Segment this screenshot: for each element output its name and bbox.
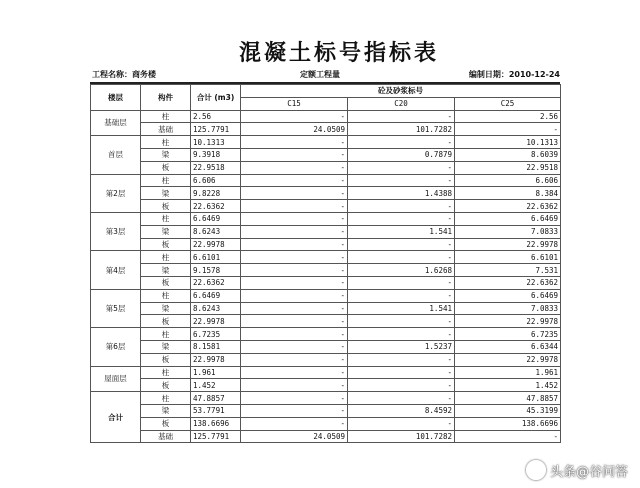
component-cell: 板 bbox=[141, 200, 191, 213]
c15-cell: - bbox=[241, 404, 348, 417]
table-row bbox=[91, 148, 561, 161]
c20-cell: 1.541 bbox=[348, 225, 455, 238]
component-cell: 基础 bbox=[141, 430, 191, 443]
c15-cell: - bbox=[241, 353, 348, 366]
c15-cell: - bbox=[241, 417, 348, 430]
table-row bbox=[91, 289, 561, 302]
c15-cell: - bbox=[241, 340, 348, 353]
floor-cell: 第5层 bbox=[91, 289, 141, 327]
c20-cell: - bbox=[348, 110, 455, 123]
c15-cell: - bbox=[241, 392, 348, 405]
table-row bbox=[91, 379, 561, 392]
total-cell: 8.6243 bbox=[191, 302, 241, 315]
floor-cell: 首层 bbox=[91, 136, 141, 174]
c20-cell: - bbox=[348, 328, 455, 341]
c20-cell: 1.6268 bbox=[348, 264, 455, 277]
c25-cell: 22.6362 bbox=[455, 200, 561, 213]
total-cell: 22.9978 bbox=[191, 238, 241, 251]
total-cell: 1.961 bbox=[191, 366, 241, 379]
component-cell: 板 bbox=[141, 315, 191, 328]
c15-cell: - bbox=[241, 251, 348, 264]
header-total: 合计 (m3) bbox=[191, 85, 241, 111]
floor-cell: 屋面层 bbox=[91, 366, 141, 392]
total-cell: 47.8857 bbox=[191, 392, 241, 405]
table-row bbox=[91, 238, 561, 251]
component-cell: 柱 bbox=[141, 251, 191, 264]
floor-cell: 第6层 bbox=[91, 328, 141, 366]
component-cell: 柱 bbox=[141, 174, 191, 187]
c20-cell: - bbox=[348, 392, 455, 405]
table-row bbox=[91, 212, 561, 225]
indicator-sheet bbox=[90, 38, 560, 443]
total-cell: 9.8228 bbox=[191, 187, 241, 200]
c20-cell: - bbox=[348, 161, 455, 174]
total-cell: 125.7791 bbox=[191, 430, 241, 443]
total-cell: 2.56 bbox=[191, 110, 241, 123]
table-row bbox=[91, 366, 561, 379]
table-row bbox=[91, 276, 561, 289]
component-cell: 柱 bbox=[141, 110, 191, 123]
table-row bbox=[91, 302, 561, 315]
compile-date: 编制日期：2010-12-24 bbox=[468, 70, 560, 79]
c20-cell: - bbox=[348, 251, 455, 264]
table-row bbox=[91, 353, 561, 366]
watermark bbox=[526, 460, 628, 480]
header-c15: C15 bbox=[241, 97, 348, 110]
c15-cell: - bbox=[241, 212, 348, 225]
header-c25: C25 bbox=[455, 97, 561, 110]
c15-cell: - bbox=[241, 276, 348, 289]
c15-cell: - bbox=[241, 161, 348, 174]
c25-cell: 6.6469 bbox=[455, 212, 561, 225]
c25-cell: 1.452 bbox=[455, 379, 561, 392]
component-cell: 柱 bbox=[141, 136, 191, 149]
total-cell: 9.1578 bbox=[191, 264, 241, 277]
floor-cell: 第2层 bbox=[91, 174, 141, 212]
floor-cell: 第4层 bbox=[91, 251, 141, 289]
total-cell: 6.6469 bbox=[191, 289, 241, 302]
table-row bbox=[91, 200, 561, 213]
concrete-grade-table bbox=[90, 84, 561, 443]
total-cell: 8.1581 bbox=[191, 340, 241, 353]
total-cell: 9.3918 bbox=[191, 148, 241, 161]
c25-cell: 6.6469 bbox=[455, 289, 561, 302]
c15-cell: - bbox=[241, 187, 348, 200]
component-cell: 板 bbox=[141, 379, 191, 392]
c20-cell: - bbox=[348, 417, 455, 430]
table-row bbox=[91, 264, 561, 277]
c20-cell: - bbox=[348, 276, 455, 289]
c15-cell: - bbox=[241, 110, 348, 123]
c15-cell: - bbox=[241, 302, 348, 315]
c20-cell: - bbox=[348, 366, 455, 379]
c15-cell: - bbox=[241, 200, 348, 213]
c25-cell: 8.6039 bbox=[455, 148, 561, 161]
total-cell: 53.7791 bbox=[191, 404, 241, 417]
component-cell: 柱 bbox=[141, 392, 191, 405]
c15-cell: - bbox=[241, 174, 348, 187]
c25-cell: 7.531 bbox=[455, 264, 561, 277]
c15-cell: - bbox=[241, 328, 348, 341]
table-row bbox=[91, 123, 561, 136]
c25-cell: 7.0833 bbox=[455, 225, 561, 238]
c25-cell: 45.3199 bbox=[455, 404, 561, 417]
c20-cell: - bbox=[348, 136, 455, 149]
c25-cell: 22.9978 bbox=[455, 353, 561, 366]
c25-cell: 6.6344 bbox=[455, 340, 561, 353]
c25-cell: 22.9978 bbox=[455, 315, 561, 328]
component-cell: 柱 bbox=[141, 289, 191, 302]
c15-cell: - bbox=[241, 148, 348, 161]
floor-cell: 基础层 bbox=[91, 110, 141, 136]
c25-cell: 6.7235 bbox=[455, 328, 561, 341]
table-row bbox=[91, 225, 561, 238]
table-body bbox=[91, 110, 561, 443]
c15-cell: - bbox=[241, 136, 348, 149]
component-cell: 梁 bbox=[141, 404, 191, 417]
c20-cell: - bbox=[348, 289, 455, 302]
c15-cell: 24.0509 bbox=[241, 430, 348, 443]
c25-cell: 7.0833 bbox=[455, 302, 561, 315]
header-c20: C20 bbox=[348, 97, 455, 110]
component-cell: 板 bbox=[141, 161, 191, 174]
table-row bbox=[91, 430, 561, 443]
c15-cell: - bbox=[241, 289, 348, 302]
table-row bbox=[91, 392, 561, 405]
c25-cell: 22.9518 bbox=[455, 161, 561, 174]
component-cell: 基础 bbox=[141, 123, 191, 136]
header-grade-group: 砼及砂浆标号 bbox=[241, 85, 561, 98]
component-cell: 板 bbox=[141, 238, 191, 251]
c25-cell: 6.606 bbox=[455, 174, 561, 187]
header-floor: 楼层 bbox=[91, 85, 141, 111]
component-cell: 梁 bbox=[141, 148, 191, 161]
table-row bbox=[91, 340, 561, 353]
total-cell: 22.9518 bbox=[191, 161, 241, 174]
c25-cell: 1.961 bbox=[455, 366, 561, 379]
header-component: 构件 bbox=[141, 85, 191, 111]
quota-label: 定额工程量 bbox=[300, 70, 340, 79]
c25-cell: - bbox=[455, 430, 561, 443]
c25-cell: 2.56 bbox=[455, 110, 561, 123]
c20-cell: - bbox=[348, 379, 455, 392]
table-row bbox=[91, 251, 561, 264]
c20-cell: 101.7282 bbox=[348, 430, 455, 443]
total-cell: 22.9978 bbox=[191, 353, 241, 366]
table-row bbox=[91, 161, 561, 174]
c20-cell: 1.4388 bbox=[348, 187, 455, 200]
c15-cell: 24.0509 bbox=[241, 123, 348, 136]
c25-cell: 10.1313 bbox=[455, 136, 561, 149]
total-cell: 22.9978 bbox=[191, 315, 241, 328]
table-row bbox=[91, 110, 561, 123]
component-cell: 梁 bbox=[141, 302, 191, 315]
c25-cell: - bbox=[455, 123, 561, 136]
c20-cell: 8.4592 bbox=[348, 404, 455, 417]
component-cell: 梁 bbox=[141, 264, 191, 277]
component-cell: 梁 bbox=[141, 225, 191, 238]
c20-cell: - bbox=[348, 315, 455, 328]
c20-cell: 1.5237 bbox=[348, 340, 455, 353]
c15-cell: - bbox=[241, 264, 348, 277]
table-row bbox=[91, 404, 561, 417]
total-cell: 8.6243 bbox=[191, 225, 241, 238]
watermark-logo-icon bbox=[526, 460, 546, 480]
component-cell: 柱 bbox=[141, 366, 191, 379]
c25-cell: 8.384 bbox=[455, 187, 561, 200]
c25-cell: 6.6101 bbox=[455, 251, 561, 264]
project-name: 工程名称：商务楼 bbox=[92, 70, 156, 79]
component-cell: 板 bbox=[141, 417, 191, 430]
total-cell: 138.6696 bbox=[191, 417, 241, 430]
table-row bbox=[91, 328, 561, 341]
table-row bbox=[91, 187, 561, 200]
sheet-title: 混凝土标号指标表 bbox=[238, 40, 439, 66]
table-row bbox=[91, 315, 561, 328]
c25-cell: 22.6362 bbox=[455, 276, 561, 289]
c20-cell: - bbox=[348, 200, 455, 213]
c20-cell: - bbox=[348, 174, 455, 187]
c25-cell: 47.8857 bbox=[455, 392, 561, 405]
total-cell: 6.6469 bbox=[191, 212, 241, 225]
c20-cell: 0.7879 bbox=[348, 148, 455, 161]
c15-cell: - bbox=[241, 379, 348, 392]
c20-cell: 101.7282 bbox=[348, 123, 455, 136]
c25-cell: 138.6696 bbox=[455, 417, 561, 430]
c20-cell: - bbox=[348, 353, 455, 366]
total-cell: 1.452 bbox=[191, 379, 241, 392]
total-cell: 6.606 bbox=[191, 174, 241, 187]
c15-cell: - bbox=[241, 238, 348, 251]
c15-cell: - bbox=[241, 315, 348, 328]
total-cell: 10.1313 bbox=[191, 136, 241, 149]
floor-cell: 第3层 bbox=[91, 212, 141, 250]
c15-cell: - bbox=[241, 225, 348, 238]
total-cell: 6.6101 bbox=[191, 251, 241, 264]
component-cell: 板 bbox=[141, 353, 191, 366]
c20-cell: - bbox=[348, 212, 455, 225]
component-cell: 柱 bbox=[141, 328, 191, 341]
total-cell: 6.7235 bbox=[191, 328, 241, 341]
table-row bbox=[91, 136, 561, 149]
total-cell: 22.6362 bbox=[191, 200, 241, 213]
c20-cell: 1.541 bbox=[348, 302, 455, 315]
floor-cell: 合计 bbox=[91, 392, 141, 443]
sheet-meta bbox=[90, 68, 560, 84]
c20-cell: - bbox=[348, 238, 455, 251]
table-row bbox=[91, 174, 561, 187]
total-cell: 22.6362 bbox=[191, 276, 241, 289]
component-cell: 板 bbox=[141, 276, 191, 289]
component-cell: 梁 bbox=[141, 340, 191, 353]
table-row bbox=[91, 417, 561, 430]
total-cell: 125.7791 bbox=[191, 123, 241, 136]
component-cell: 柱 bbox=[141, 212, 191, 225]
watermark-text: 头条@谷问答 bbox=[549, 464, 628, 480]
c25-cell: 22.9978 bbox=[455, 238, 561, 251]
c15-cell: - bbox=[241, 366, 348, 379]
component-cell: 梁 bbox=[141, 187, 191, 200]
